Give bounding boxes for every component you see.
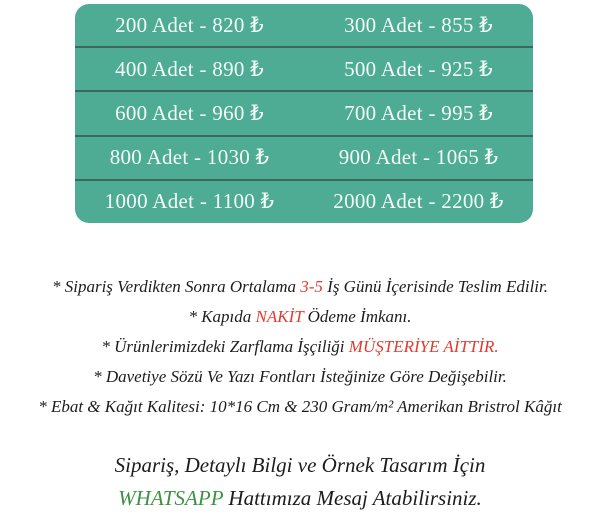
note-text: * Ürünlerimizdeki Zarflama İşçiliği	[101, 337, 349, 356]
note-delivery-time	[0, 272, 600, 302]
price-table-row	[75, 135, 533, 179]
price-table-row	[75, 4, 533, 46]
note-text: * Kapıda	[188, 307, 256, 326]
footer-line-2	[0, 482, 600, 515]
note-text: Ödeme İmkanı.	[303, 307, 412, 326]
price-cell: 400 Adet - 890 ₺	[115, 56, 264, 81]
whatsapp-text: WHATSAPP	[118, 486, 224, 510]
price-table-row	[75, 179, 533, 223]
price-cell: 600 Adet - 960 ₺	[115, 101, 264, 125]
note-customization	[0, 362, 600, 392]
note-text: * Sipariş Verdikten Sonra Ortalama	[52, 277, 301, 296]
note-highlight: NAKİT	[255, 307, 304, 326]
footer-line-2-rest: Hattımıza Mesaj Atabilirsiniz.	[223, 486, 482, 510]
price-cell: 800 Adet - 1030 ₺	[109, 145, 270, 170]
footer-line-1: Sipariş, Detaylı Bilgi ve Örnek Tasarım İçin	[114, 453, 486, 477]
price-cell: 700 Adet - 995 ₺	[344, 101, 493, 125]
price-cell: 2000 Adet - 2200 ₺	[333, 189, 504, 214]
price-cell: 300 Adet - 855 ₺	[344, 12, 493, 37]
note-highlight: 3-5	[300, 277, 323, 296]
note-text: * Davetiye Sözü Ve Yazı Fontları İsteğinize Göre Değişebilir.	[93, 367, 507, 386]
price-table	[75, 4, 533, 223]
note-text: İş Günü İçerisinde Teslim Edilir.	[322, 277, 548, 296]
price-cell: 1000 Adet - 1100 ₺	[104, 189, 275, 214]
price-table-row	[75, 46, 533, 90]
note-paper-quality	[0, 392, 600, 422]
note-envelope-labor	[0, 332, 600, 362]
footer-cta	[0, 449, 600, 515]
note-cash-payment	[0, 302, 600, 332]
note-text: * Ebat & Kağıt Kalitesi: 10*16 Cm & 230 Gram/m² Amerikan Bristrol Kâğıt	[38, 397, 562, 416]
notes-section	[0, 272, 600, 422]
price-table-row	[75, 90, 533, 134]
price-cell: 500 Adet - 925 ₺	[344, 56, 493, 81]
note-highlight: MÜŞTERİYE AİTTİR.	[348, 337, 499, 356]
price-cell: 200 Adet - 820 ₺	[115, 12, 264, 37]
price-cell: 900 Adet - 1065 ₺	[338, 145, 499, 170]
